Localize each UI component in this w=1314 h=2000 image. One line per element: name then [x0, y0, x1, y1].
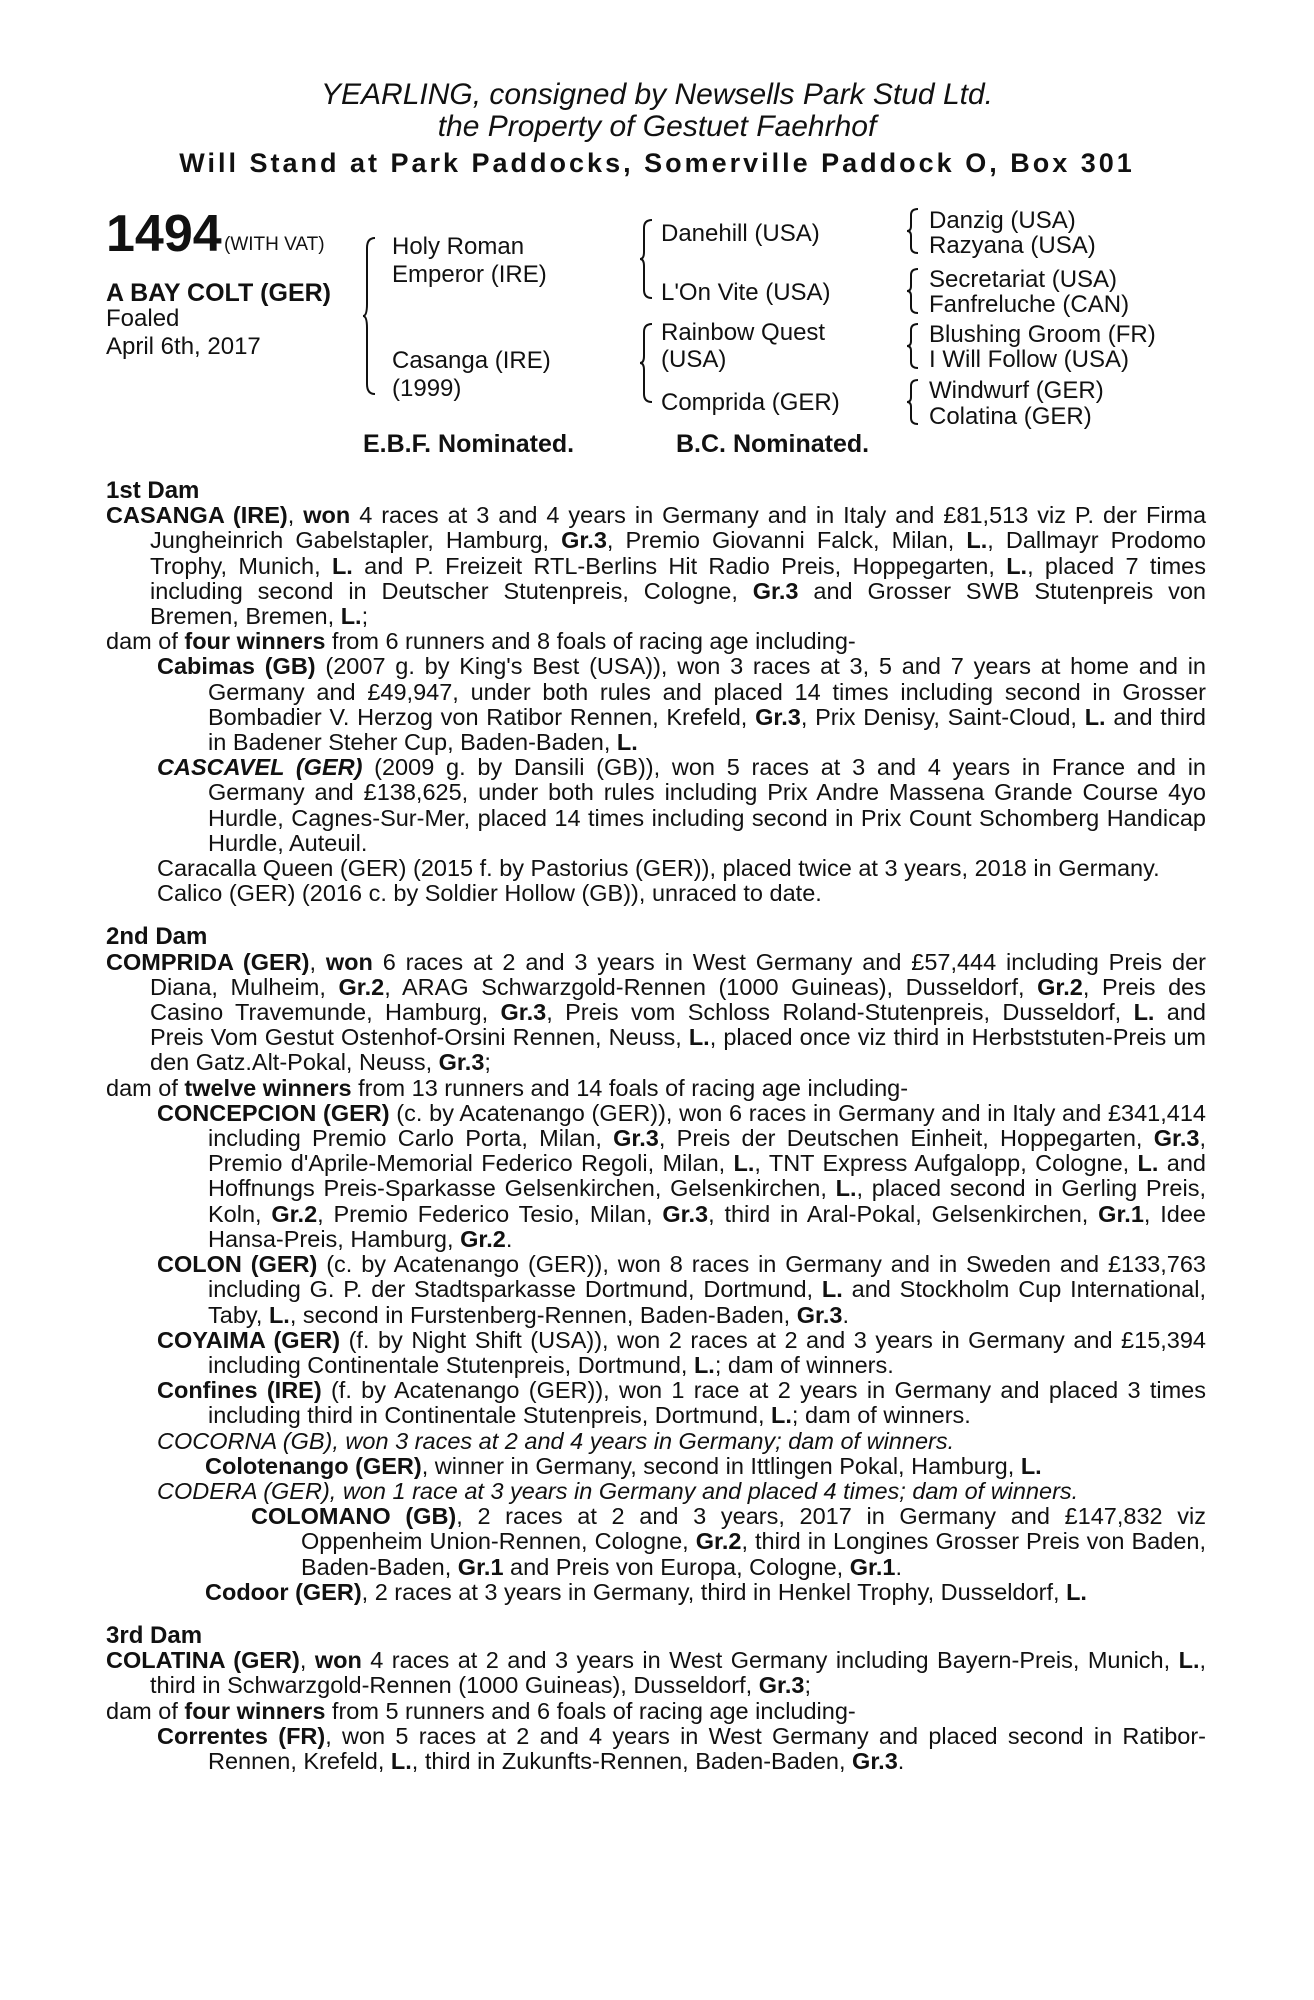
entry-text-run: (2009 g. by Dansili (GB)), won 5 races at 3 and 4 years in France and in Germany and £138,625, under both rules including Prix Andre Massena Grande Course 4yo Hurdle, Cagnes-Sur-Mer, placed 14 times including second in Prix Count Schomberg Handicap Hurdle, Auteuil. [208, 754, 1207, 856]
entry-text-run: and Preis von Europa, Cologne, [503, 1553, 850, 1580]
entry-text-run: four winners [184, 1697, 326, 1724]
consignor-line: YEARLING, consigned by Newsells Park Stud Ltd. [321, 78, 993, 111]
section-title: 2nd Dam [106, 923, 208, 951]
entry-text-run: Colotenango (GER) [205, 1452, 422, 1479]
entry-text-run: COLATINA (GER) [106, 1647, 300, 1674]
entry-text-run: ; dam of winners. [791, 1402, 971, 1429]
entry-text-run: twelve winners [184, 1074, 352, 1101]
entry-text-run: L. [835, 1175, 857, 1202]
entry-text-run: CASCAVEL (GER) [157, 754, 363, 781]
pedigree-entry [106, 1252, 1206, 1328]
entry-text-run: , [299, 1647, 315, 1674]
entry-text-run: , Preis vom Schloss Roland-Stutenpreis, Dusseldorf, [546, 999, 1134, 1026]
pedigree-entry [106, 1724, 1206, 1774]
entry-text-run: L. [1020, 1452, 1042, 1479]
entry-text-run: , 2 races at 3 years in Germany, third in Henkel Trophy, Dusseldorf, [361, 1578, 1067, 1605]
pedigree-sire-dam: L'On Vite (USA) [661, 279, 831, 306]
entry-text-run: dam of [106, 1074, 185, 1101]
entry-text-run: (2007 g. by King's Best (USA)), won 3 races at 3, 5 and 7 years at home and in Germany and £49,947, under both rules and placed 14 times including second in Grosser Bombadier V. Herzog von Ratibor Rennen, Krefeld, [208, 653, 1207, 730]
entry-text-run: , won 5 races at 2 and 4 years in West Germany and placed second in Ratibor-Rennen, Krefeld, [208, 1722, 1206, 1774]
entry-text-run: , third in Zukunfts-Rennen, Baden-Baden, [411, 1747, 853, 1774]
entry-text-run: CASANGA (IRE) [106, 502, 288, 529]
entry-text-run: . [897, 1747, 905, 1774]
entry-text-run: Gr.3 [1153, 1125, 1200, 1152]
entry-text-run: Gr.3 [613, 1125, 659, 1152]
entry-text-run: , third in Aral-Pokal, Gelsenkirchen, [708, 1200, 1099, 1227]
pedigree-entry [106, 1580, 1206, 1605]
section-title: 1st Dam [106, 477, 200, 504]
pedigree-bracket-g3 [907, 322, 919, 370]
section-title: 3rd Dam [106, 1621, 203, 1649]
pedigree-g6: I Will Follow (USA) [929, 346, 1130, 373]
entry-text-run: L. [390, 1747, 412, 1774]
entry-text-run: L. [771, 1402, 792, 1429]
pedigree-dam-sire-line2: (USA) [661, 346, 727, 373]
ebf-nomination: E.B.F. Nominated. [363, 430, 575, 458]
pedigree-g7: Windwurf (GER) [929, 377, 1104, 404]
entry-text-run: four winners [184, 628, 326, 655]
entry-text-run: L. [1084, 703, 1106, 730]
entry-text-run: , Premio d'Aprile-Memorial Federico Regoli, Milan, [208, 1125, 1206, 1177]
entry-text-run: 4 races at 2 and 3 years in West Germany including Bayern-Preis, Munich, [361, 1647, 1179, 1674]
entry-text-run: Gr.3 [796, 1301, 843, 1328]
pedigree-sire-line2: Emperor (IRE) [392, 261, 547, 288]
pedigree-entry [106, 950, 1206, 1076]
entry-text-run: Gr.2 [338, 973, 385, 1000]
entry-text-run: from 13 runners and 14 foals of racing age including- [351, 1074, 909, 1101]
entry-text-run: ; [484, 1049, 491, 1076]
entry-text-run: from 5 runners and 6 foals of racing age including- [325, 1697, 856, 1724]
foaled-date: April 6th, 2017 [106, 333, 261, 360]
pedigree-sire-sire: Danehill (USA) [661, 220, 820, 247]
entry-text-run: , Preis der Deutschen Einheit, Hoppegarten, [658, 1125, 1154, 1152]
pedigree-sire: Holy Roman [392, 233, 525, 260]
pedigree-bracket-g1 [907, 207, 919, 255]
entry-text-run: , third in Schwarzgold-Rennen (1000 Guineas), Dusseldorf, [150, 1647, 1207, 1699]
entry-text-run: (f. by Night Shift (USA)), won 2 races at 2 and 3 years in Germany and £15,394 including Continentale Stutenpreis, Dortmund, [208, 1326, 1207, 1378]
entry-text-run: L. [693, 1351, 715, 1378]
entry-text-run: Gr.1 [849, 1553, 896, 1580]
pedigree-g8: Colatina (GER) [929, 403, 1092, 430]
bc-nomination: B.C. Nominated. [676, 430, 870, 458]
entry-text-run: , 2 races at 2 and 3 years, 2017 in Germany and £147,832 viz Oppenheim Union-Rennen, Cologne, [301, 1503, 1206, 1555]
foaled-label: Foaled [106, 305, 180, 332]
entry-text-run: and Stockholm Cup International, Taby, [208, 1276, 1207, 1328]
property-line: the Property of Gestuet Faehrhof [437, 110, 877, 143]
entry-text-run: , placed once viz third in Herbststuten-Preis um den Gatz.Alt-Pokal, Neuss, [150, 1024, 1206, 1076]
entry-text-run: Cabimas (GB) [157, 653, 316, 680]
entry-text-run: ; [804, 1672, 811, 1699]
entry-text-run: and Hoffnungs Preis-Sparkasse Gelsenkirchen, Gelsenkirchen, [208, 1150, 1206, 1202]
entry-text-run: . [505, 1225, 513, 1252]
entry-text-run: Correntes (FR) [157, 1722, 326, 1749]
entry-text-run: Gr.2 [460, 1225, 506, 1252]
entry-text-run: Codoor (GER) [205, 1578, 362, 1605]
pedigree-entry [106, 629, 1206, 654]
entry-text-run: , Premio Federico Tesio, Milan, [317, 1200, 663, 1227]
entry-text-run: L. [616, 729, 638, 756]
entry-text-run: L. [340, 603, 362, 630]
pedigree-g4: Fanfreluche (CAN) [929, 291, 1130, 318]
pedigree-bracket-main [363, 236, 377, 396]
entry-text-run: won [303, 502, 351, 529]
entry-text-run: CODERA (GER), won 1 race at 3 years in Germany and placed 4 times; dam of winners. [157, 1477, 1079, 1504]
entry-text-run: Gr.2 [1037, 973, 1083, 1000]
entry-text-run: ; dam of winners. [714, 1351, 894, 1378]
entry-text-run: ; [361, 603, 369, 630]
entry-text-run: Gr.1 [457, 1553, 504, 1580]
entry-text-run: COLOMANO (GB) [251, 1503, 457, 1530]
entry-text-run: Gr.3 [561, 527, 607, 554]
entry-text-run: COYAIMA (GER) [157, 1326, 341, 1353]
entry-text-run: L. [821, 1276, 843, 1303]
entry-text-run: from 6 runners and 8 foals of racing age including- [325, 628, 856, 655]
entry-text-run: L. [733, 1150, 755, 1177]
pedigree-entry [106, 654, 1206, 755]
pedigree-entry [106, 1429, 1206, 1454]
pedigree-dam-dam: Comprida (GER) [661, 389, 840, 416]
lot-name: A BAY COLT (GER) [106, 279, 332, 307]
entry-text-run: , ARAG Schwarzgold-Rennen (1000 Guineas), Dusseldorf, [384, 973, 1038, 1000]
entry-text-run: , TNT Express Aufgalopp, Cologne, [754, 1150, 1138, 1177]
entry-text-run: CONCEPCION (GER) [157, 1099, 390, 1126]
entry-text-run: Gr.3 [852, 1747, 898, 1774]
stand-location-line: Will Stand at Park Paddocks, Somerville Paddock O, Box 301 [179, 148, 1135, 178]
entry-text-run: L. [1133, 999, 1155, 1026]
pedigree-dam: Casanga (IRE) [392, 347, 551, 374]
entry-text-run: Gr.3 [500, 999, 547, 1026]
pedigree-g5: Blushing Groom (FR) [929, 321, 1156, 348]
pedigree-bracket-sire [640, 218, 654, 300]
entry-text-run: (c. by Acatenango (GER)), won 6 races in Germany and in Italy and £341,414 including Premio Carlo Porta, Milan, [208, 1099, 1206, 1152]
entry-text-run: won [325, 948, 373, 975]
entry-text-run: . [895, 1553, 902, 1580]
vat-note: (WITH VAT) [224, 234, 325, 255]
entry-text-run: , Prix Denisy, Saint-Cloud, [800, 703, 1085, 730]
pedigree-dam-sire: Rainbow Quest [661, 319, 826, 346]
entry-text-run: L. [688, 1024, 710, 1051]
entry-text-run: , Dallmayr Prodomo Trophy, Munich, [150, 527, 1206, 579]
entry-text-run: Gr.3 [438, 1049, 485, 1076]
pedigree-entry [106, 755, 1206, 856]
entry-text-run: , Preis des Casino Travemunde, Hamburg, [150, 973, 1206, 1026]
entry-text-run: Caracalla Queen (GER) (2015 f. by Pastorius (GER)), placed twice at 3 years, 2018 in Germany. [157, 855, 1160, 882]
pedigree-entry [106, 1328, 1206, 1378]
pedigree-entry [106, 1479, 1206, 1504]
pedigree-entry [106, 1076, 1206, 1101]
entry-text-run: and Grosser SWB Stutenpreis von Bremen, Bremen, [150, 577, 1206, 630]
pedigree-g1: Danzig (USA) [929, 207, 1076, 234]
entry-text-run: dam of [106, 628, 185, 655]
entry-text-run: , [309, 948, 326, 975]
entry-text-run: . [842, 1301, 849, 1328]
entry-text-run: , [287, 502, 304, 529]
entry-text-run: COLON (GER) [157, 1251, 318, 1278]
entry-text-run: and Preis Vom Gestut Ostenhof-Orsini Rennen, Neuss, [150, 999, 1206, 1051]
catalogue-body [106, 478, 1206, 1774]
entry-text-run: (f. by Acatenango (GER)), won 1 race at 2 years in Germany and placed 3 times including third in Continentale Stutenpreis, Dortmund, [208, 1377, 1207, 1429]
pedigree-entry [106, 856, 1206, 881]
entry-text-run: COMPRIDA (GER) [106, 948, 310, 975]
entry-text-run: Gr.3 [758, 1672, 805, 1699]
pedigree-bracket-g2 [907, 267, 919, 315]
pedigree-entry [106, 1454, 1206, 1479]
entry-text-run: dam of [106, 1697, 185, 1724]
entry-text-run: , placed 7 times including second in Deutscher Stutenpreis, Cologne, [150, 552, 1206, 604]
entry-text-run: , Idee Hansa-Preis, Hamburg, [208, 1200, 1207, 1252]
entry-text-run: , second in Furstenberg-Rennen, Baden-Baden, [289, 1301, 797, 1328]
pedigree-entry [106, 1699, 1206, 1724]
entry-text-run: L. [1006, 552, 1028, 579]
pedigree-entry [106, 503, 1206, 629]
pedigree-dam-year: (1999) [392, 375, 462, 402]
entry-text-run: Confines (IRE) [157, 1377, 322, 1404]
entry-text-run: L. [1178, 1647, 1200, 1674]
entry-text-run: 4 races at 3 and 4 years in Germany and in Italy and £81,513 viz P. der Firma Jungheinrich Gabelstapler, Hamburg, [150, 502, 1207, 554]
entry-text-run: L. [1066, 1578, 1087, 1605]
entry-text-run: Gr.3 [662, 1200, 709, 1227]
entry-text-run: 6 races at 2 and 3 years in West Germany and £57,444 including Preis der Diana, Mulheim, [150, 948, 1206, 1000]
pedigree-entry [106, 1504, 1206, 1580]
pedigree-g3: Secretariat (USA) [929, 266, 1118, 293]
pedigree-bracket-g4 [907, 378, 919, 426]
pedigree-bracket-dam [640, 322, 654, 404]
entry-text-run: L. [331, 552, 353, 579]
pedigree-g2: Razyana (USA) [929, 232, 1096, 259]
lot-number: 1494 [106, 205, 222, 263]
entry-text-run: , winner in Germany, second in Ittlingen Pokal, Hamburg, [421, 1452, 1021, 1479]
entry-text-run: Gr.1 [1098, 1200, 1144, 1227]
entry-text-run: and third in Badener Steher Cup, Baden-Baden, [208, 703, 1206, 756]
entry-text-run: COCORNA (GB), won 3 races at 2 and 4 years in Germany; dam of winners. [157, 1427, 955, 1454]
entry-text-run: L. [966, 527, 988, 554]
pedigree-entry [106, 1648, 1206, 1698]
pedigree-entry [106, 1101, 1206, 1252]
entry-text-run: Gr.2 [271, 1200, 318, 1227]
entry-text-run: L. [268, 1301, 290, 1328]
pedigree-entry [106, 1378, 1206, 1428]
entry-text-run: and P. Freizeit RTL-Berlins Hit Radio Preis, Hoppegarten, [352, 552, 1007, 579]
entry-text-run: L. [1137, 1150, 1159, 1177]
entry-text-run: , third in Longines Grosser Preis von Baden, Baden-Baden, [301, 1528, 1206, 1580]
pedigree-entry [106, 881, 1206, 906]
entry-text-run: , Premio Giovanni Falck, Milan, [606, 527, 967, 554]
entry-text-run: Gr.2 [695, 1528, 742, 1555]
entry-text-run: Calico (GER) (2016 c. by Soldier Hollow (GB)), unraced to date. [157, 880, 822, 907]
entry-text-run: Gr.3 [755, 703, 801, 730]
entry-text-run: (c. by Acatenango (GER)), won 8 races in Germany and in Sweden and £133,763 including G. P. der Stadtsparkasse Dortmund, Dortmund, [208, 1251, 1206, 1303]
entry-text-run: won [314, 1647, 362, 1674]
entry-text-run: , placed second in Gerling Preis, Koln, [208, 1175, 1206, 1227]
entry-text-run: Gr.3 [752, 577, 799, 604]
